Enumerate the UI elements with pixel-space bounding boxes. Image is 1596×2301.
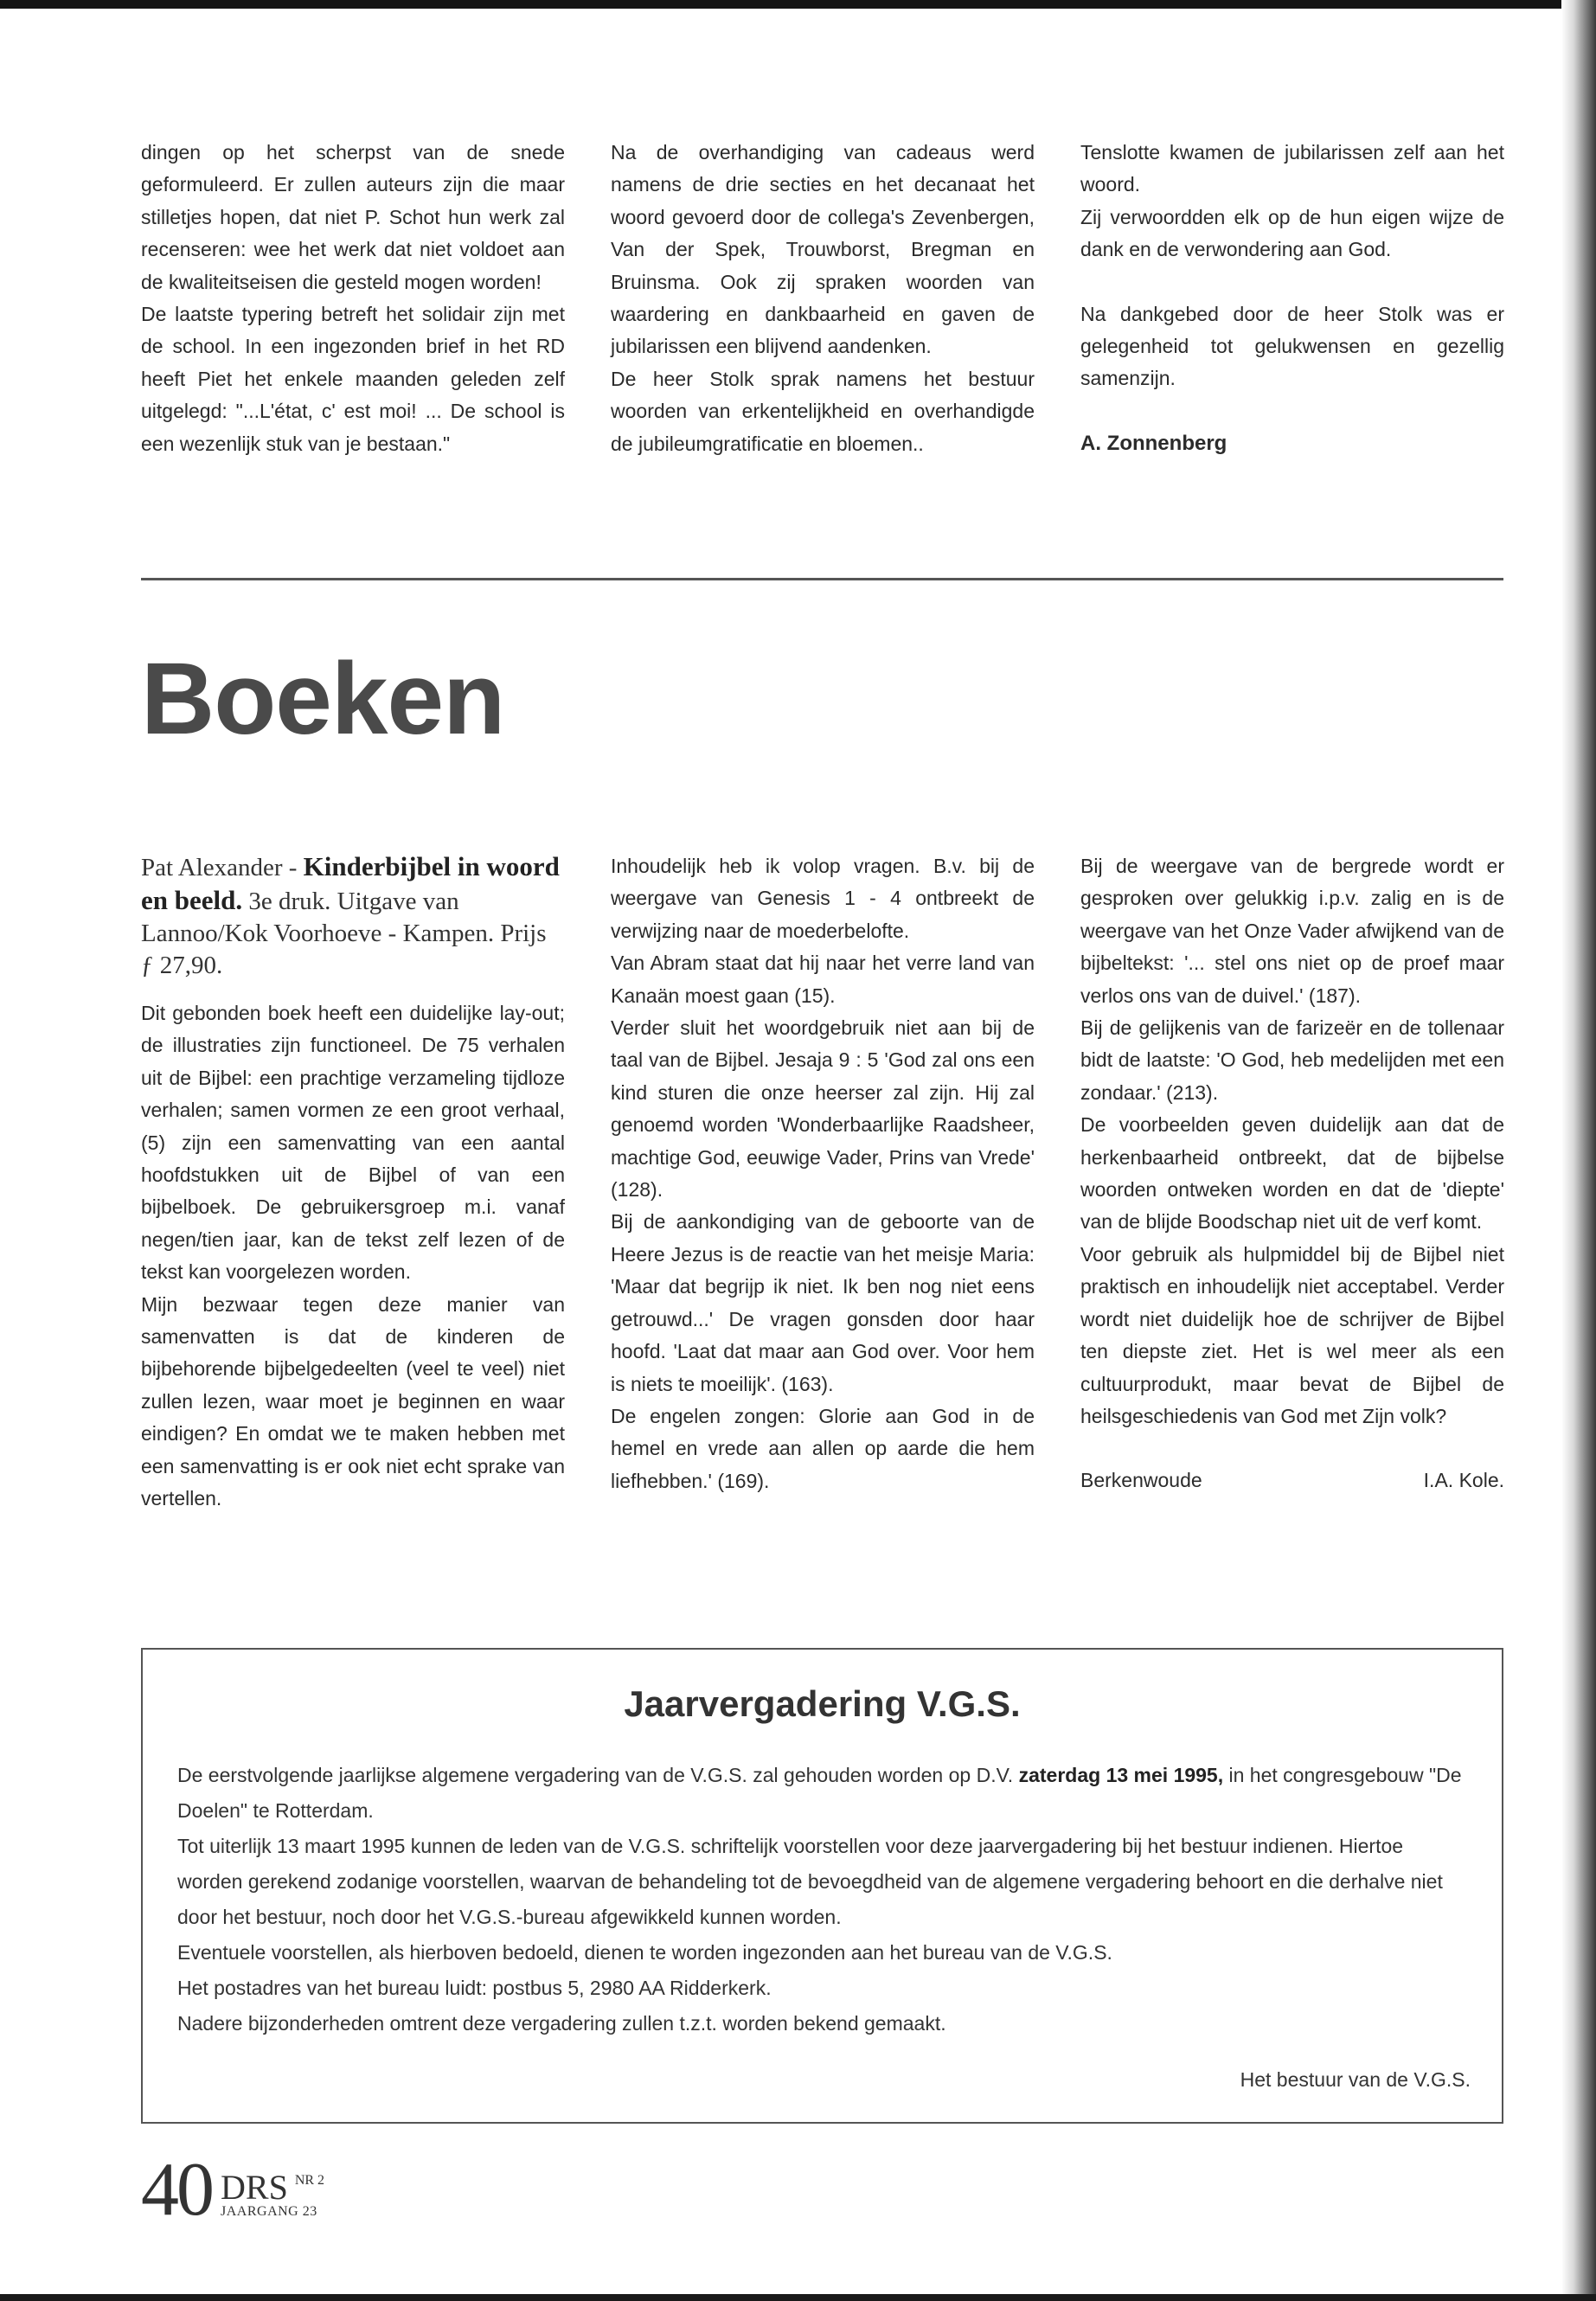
book-title: Kinderbijbel in woord en beeld.: [141, 851, 560, 915]
announcement-paragraph: Eventuele voorstellen, als hierboven bedoeld, dienen te worden ingezonden aan het bureau van de V.G.S.: [177, 1941, 1112, 1964]
paragraph: Tenslotte kwamen de jubilarissen zelf aan het woord.: [1080, 141, 1504, 196]
page-number: 40: [141, 2148, 212, 2232]
announcement-signature: Het bestuur van de V.G.S.: [1240, 2068, 1471, 2091]
paragraph: Dit gebonden boek heeft een duidelijke lay-out; de illustraties zijn functioneel. De 75 verhalen uit de Bijbel: een prachtige verzameling tijdloze verhalen; samen vormen ze een groot verhaal, (5) zijn een samenvatting van een aantal hoofdstukken uit de Bijbel of van een bijbelboek. De gebruikersgroep m.i. vanaf negen/tien jaar, kan de tekst zelf lezen of de tekst kan voorgelezen worden.: [141, 1002, 565, 1284]
page-footer: [141, 2148, 325, 2232]
announcement-text: De eerstvolgende jaarlijkse algemene vergadering van de V.G.S. zal gehouden worden op D.V.: [177, 1764, 1019, 1786]
review-column-3: [1080, 850, 1504, 1497]
book-heading: [141, 850, 565, 982]
review-column-1: [141, 850, 565, 1516]
paragraph: Bij de aankondiging van de geboorte van de Heere Jezus is de reactie van het meisje Maria: 'Maar dat begrijp ik niet. Ik ben nog niet eens getrouwd...' De vragen gonsden door haar hoofd. 'Laat dat maar aan God over. Voor hem is niets te moeilijk'. (163).: [611, 1210, 1035, 1395]
announcement-paragraph: Het postadres van het bureau luidt: postbus 5, 2980 AA Ridderkerk.: [177, 1977, 772, 1999]
magazine-info: [221, 2168, 325, 2225]
scan-edge-bottom: [0, 2294, 1596, 2301]
announcement-title: Jaarvergadering V.G.S.: [624, 1683, 1021, 1724]
paragraph: Na dankgebed door de heer Stolk was er gelegenheid tot gelukwensen en gezellig samenzijn.: [1080, 302, 1504, 390]
section-divider: [141, 578, 1503, 580]
scan-edge-top: [0, 0, 1596, 9]
magazine-name: DRS: [221, 2168, 288, 2207]
announcement-paragraph: Nadere bijzonderheden omtrent deze vergadering zullen t.z.t. worden bekend gemaakt.: [177, 2012, 946, 2035]
top-article-column-3: [1080, 137, 1504, 459]
announcement-paragraph: [177, 1758, 1471, 1829]
reviewer-name: I.A. Kole.: [1423, 1469, 1504, 1492]
paragraph: Bij de weergave van de bergrede wordt er gesproken over gelukkig i.p.v. zalig en is de weergave van het Onze Vader afwijkend van de bijbeltekst: '... stel ons niet op de proef maar verlos ons van de duivel.' (187).: [1080, 855, 1504, 1007]
paragraph: Mijn bezwaar tegen deze manier van samenvatten is dat de kinderen de bijbehorende bijbelgedeelten (veel te veel) niet zullen lezen, waar moet je beginnen en waar eindigen? En omdat we te maken hebben met een samenvatting is er ook niet echt sprake van vertellen.: [141, 1292, 565, 1510]
paragraph: Verder sluit het woordgebruik niet aan bij de taal van de Bijbel. Jesaja 9 : 5 'God zal ons een kind sturen die onze heerser zal zijn. Hij zal genoemd worden 'Wonderbaarlijke Raadsheer, machtige God, eeuwige Vader, Prins van Vrede' (128).: [611, 1016, 1035, 1202]
review-column-2: [611, 850, 1035, 1497]
review-signature: [1080, 1465, 1504, 1497]
announcement-date: zaterdag 13 mei 1995,: [1018, 1764, 1224, 1786]
top-article-column-2: [611, 137, 1035, 460]
top-article-column-1: [141, 137, 565, 460]
issue-number: NR 2: [294, 2173, 325, 2188]
paragraph: De engelen zongen: Glorie aan God in de hemel en vrede aan allen op aarde die hem liefhebben.' (169).: [611, 1404, 1035, 1492]
review-place: Berkenwoude: [1080, 1469, 1202, 1492]
volume: JAARGANG 23: [221, 2204, 317, 2219]
paragraph: De voorbeelden geven duidelijk aan dat de herkenbaarheid ontbreekt, dat de bijbelse woorden ontweken worden en dat de 'diepte' van de blijde Boodschap niet uit de verf komt.: [1080, 1113, 1504, 1234]
paragraph: Na de overhandiging van cadeaus werd namens de drie secties en het decanaat het woord gevoerd door de collega's Zevenbergen, Van der Spek, Trouwborst, Bregman en Bruinsma. Ook zij spraken woorden van waardering en dankbaarheid en gaven de jubilarissen een blijvend aandenken.: [611, 141, 1035, 358]
paragraph: Zij verwoordden elk op de hun eigen wijze de dank en de verwondering aan God.: [1080, 205, 1504, 261]
scan-edge-right: [1561, 0, 1596, 2301]
article-signature: A. Zonnenberg: [1080, 431, 1227, 455]
paragraph: De heer Stolk sprak namens het bestuur woorden van erkentelijkheid en overhandigde de jubileumgratificatie en bloemen..: [611, 367, 1035, 455]
paragraph: Inhoudelijk heb ik volop vragen. B.v. bij de weergave van Genesis 1 - 4 ontbreekt de verwijzing naar de moederbelofte.: [611, 855, 1035, 942]
announcement-paragraph: Tot uiterlijk 13 maart 1995 kunnen de leden van de V.G.S. schriftelijk voorstellen voor deze jaarvergadering bij het bestuur indienen. Hiertoe worden gerekend zodanige voorstellen, waarvan de behandeling tot de bevoegdheid van de algemene vergadering behoort en die derhalve niet door het bestuur, noch door het V.G.S.-bureau afgewikkeld kunnen worden.: [177, 1835, 1443, 1928]
section-title: Boeken: [141, 642, 505, 756]
paragraph: Voor gebruik als hulpmiddel bij de Bijbel niet praktisch en inhoudelijk niet acceptabel. Verder wordt niet duidelijk hoe de schrijver de Bijbel ten diepste ziet. Het is wel meer als een cultuurprodukt, maar bevat de Bijbel de heilsgeschiedenis van God met Zijn volk?: [1080, 1242, 1504, 1427]
book-details: 3e druk. Uitgave van Lannoo/Kok Voorhoeve - Kampen. Prijs ƒ 27,90.: [141, 888, 547, 979]
book-author: Pat Alexander -: [141, 854, 304, 881]
announcement-text: in het congresgebouw "De Doelen" te Rotterdam.: [177, 1764, 1462, 1822]
paragraph: De laatste typering betreft het solidair zijn met de school. In een ingezonden brief in het RD heeft Piet het enkele maanden geleden zelf uitgelegd: "...L'état, c' est moi! ... De school is een wezenlijk stuk van je bestaan.": [141, 303, 565, 455]
paragraph: Bij de gelijkenis van de farizeër en de tollenaar bidt de laatste: 'O God, heb medelijden met een zondaar.' (213).: [1080, 1016, 1504, 1104]
announcement-box: [141, 1648, 1503, 2124]
paragraph: Van Abram staat dat hij naar het verre land van Kanaän moest gaan (15).: [611, 952, 1035, 1007]
paragraph: dingen op het scherpst van de snede geformuleerd. Er zullen auteurs zijn die maar stilletjes hopen, dat niet P. Schot hun werk zal recenseren: wee het werk dat niet voldoet aan de kwaliteitseisen die gesteld mogen worden!: [141, 141, 565, 293]
announcement-body: [177, 1758, 1471, 2098]
